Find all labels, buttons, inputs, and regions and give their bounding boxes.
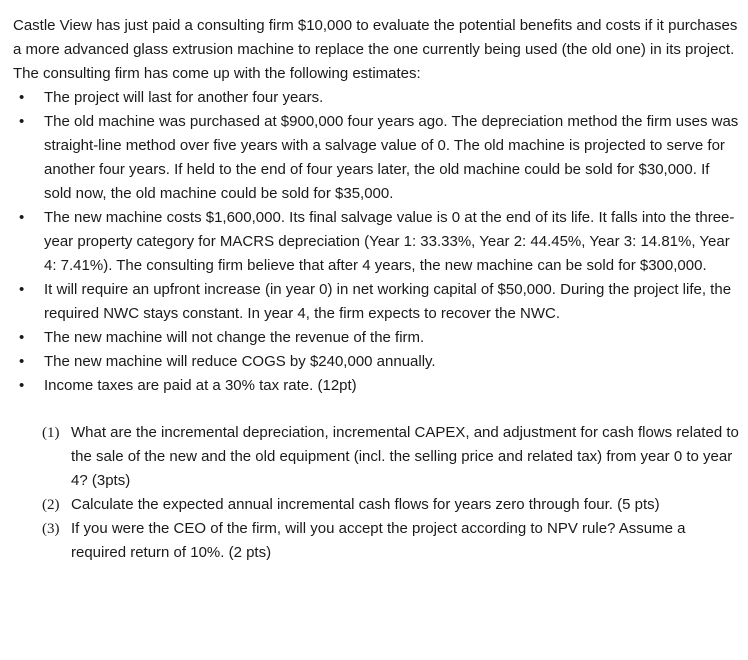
bullet-icon: •: [19, 281, 25, 298]
estimate-text: The new machine will reduce COGS by $240,000 annually.: [44, 353, 436, 370]
bullet-icon: •: [19, 113, 25, 130]
estimate-text: The old machine was purchased at $900,000 four years ago. The depreciation method the firm uses was straight-line method over five years with a salvage value of 0. The old machine is projected to serve for another four years. If held to the end of four years later, the old machine could be sold for $30,000. If sold now, the old machine could be sold for $35,000.: [44, 113, 739, 202]
estimate-item: [13, 278, 739, 326]
document-body: [13, 14, 739, 565]
estimate-text: It will require an upfront increase (in year 0) in net working capital of $50,000. During the project life, the required NWC stays constant. In year 4, the firm expects to recover the NWC.: [44, 281, 732, 322]
question-text: Calculate the expected annual incremental cash flows for years zero through four. (5 pts): [71, 496, 660, 513]
bullet-icon: •: [19, 89, 25, 106]
question-number: (3): [42, 521, 60, 537]
question-text: What are the incremental depreciation, incremental CAPEX, and adjustment for cash flows related to the sale of the new and the old equipment (incl. the selling price and related tax) from year 0 to year 4? (3pts): [71, 424, 739, 489]
question-item: [13, 493, 739, 517]
estimate-item: [13, 374, 739, 398]
estimates-list: [13, 86, 739, 398]
question-item: [13, 421, 739, 493]
questions-list: [13, 421, 739, 565]
bullet-icon: •: [19, 329, 25, 346]
estimate-item: [13, 326, 739, 350]
intro-paragraph: Castle View has just paid a consulting firm $10,000 to evaluate the potential benefits and costs if it purchases a more advanced glass extrusion machine to replace the one currently being used (the old one) in its project. The consulting firm has come up with the following estimates:: [13, 17, 738, 82]
question-item: [13, 517, 739, 565]
estimate-text: The new machine costs $1,600,000. Its final salvage value is 0 at the end of its life. It falls into the three-year property category for MACRS depreciation (Year 1: 33.33%, Year 2: 44.45%, Year 3: 14.81%, Year 4: 7.41%). The consulting firm believe that after 4 years, the new machine can be sold for $300,000.: [44, 209, 735, 274]
bullet-icon: •: [19, 377, 25, 394]
estimate-item: [13, 350, 739, 374]
question-number: (2): [42, 497, 60, 513]
bullet-icon: •: [19, 353, 25, 370]
estimate-item: [13, 206, 739, 278]
estimate-text: The project will last for another four years.: [44, 89, 324, 106]
estimate-text: Income taxes are paid at a 30% tax rate. (12pt): [44, 377, 357, 394]
question-number: (1): [42, 425, 60, 441]
estimate-item: [13, 110, 739, 206]
question-text: If you were the CEO of the firm, will you accept the project according to NPV rule? Assume a required return of 10%. (2 pts): [71, 520, 686, 561]
estimate-item: [13, 86, 739, 110]
bullet-icon: •: [19, 209, 25, 226]
estimate-text: The new machine will not change the revenue of the firm.: [44, 329, 425, 346]
